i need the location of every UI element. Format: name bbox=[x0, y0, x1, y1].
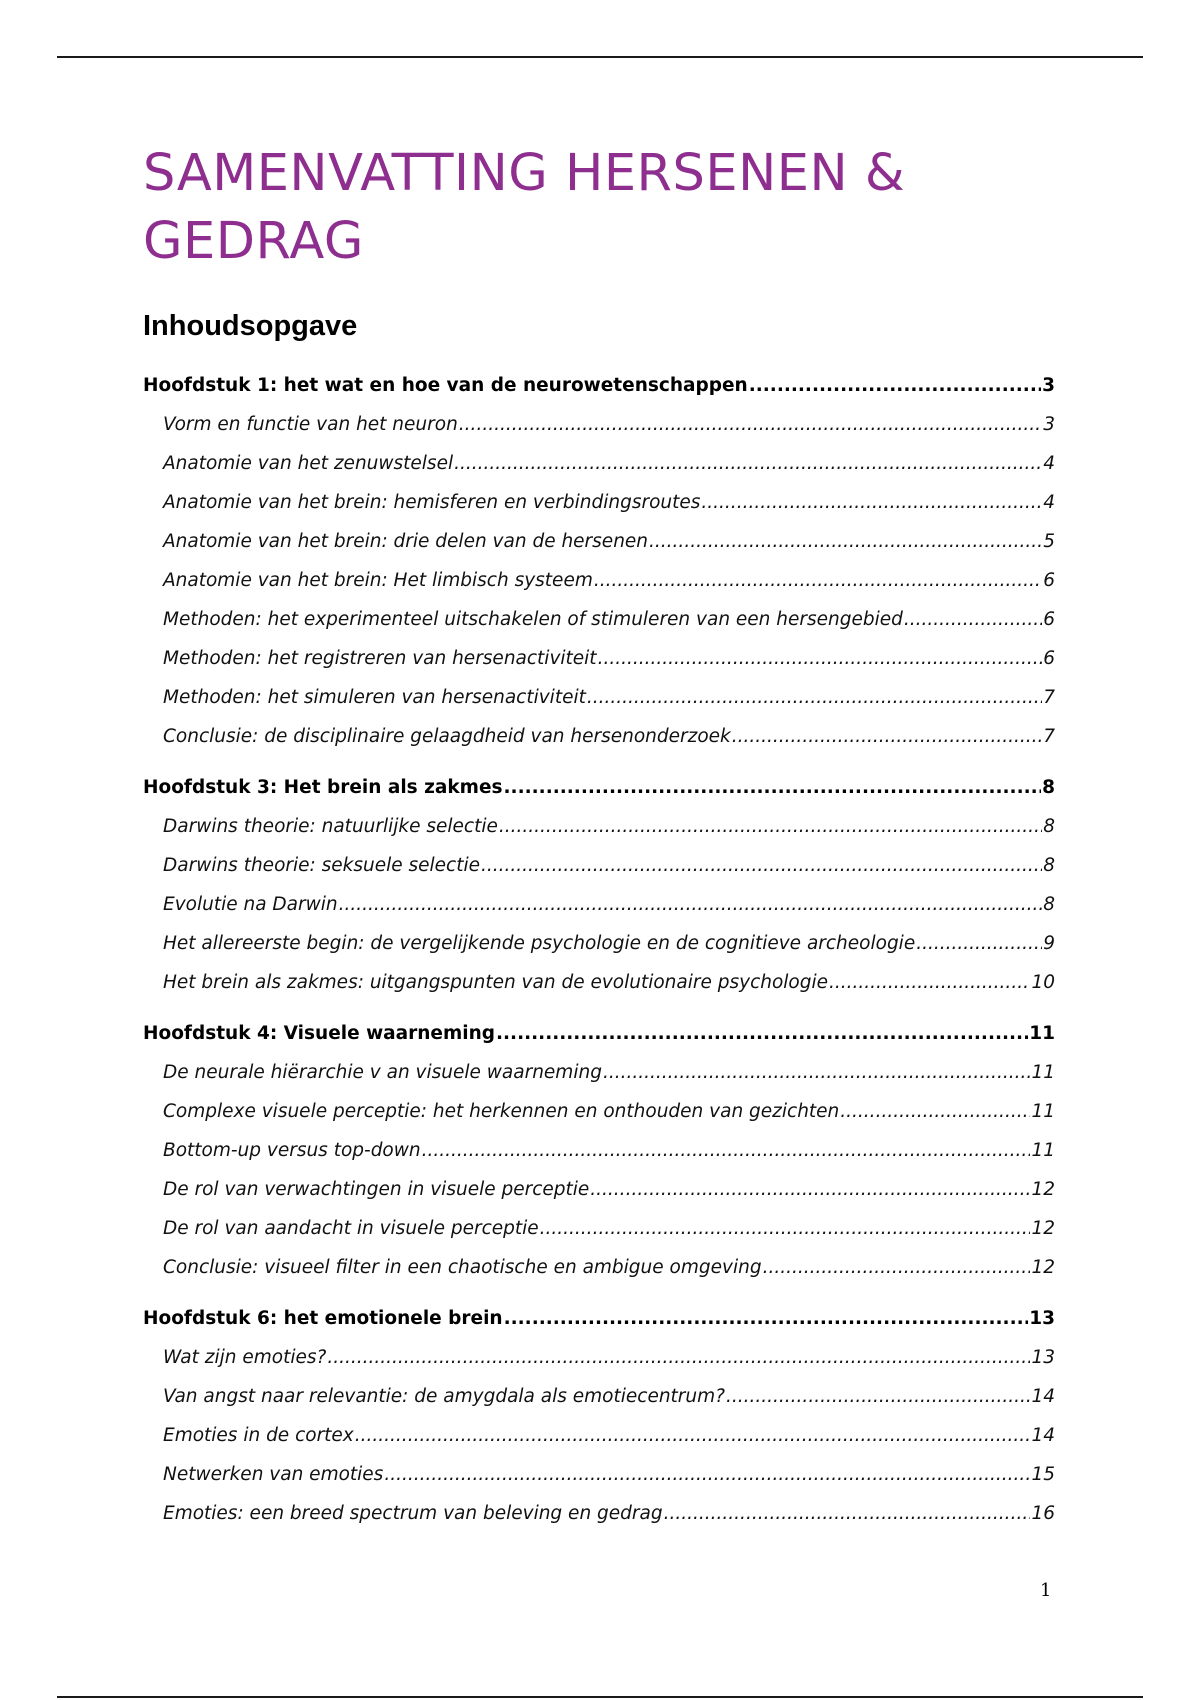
toc-dot-leader bbox=[916, 924, 1042, 963]
toc-entry-label: De rol van verwachtingen in visuele perceptie bbox=[163, 1179, 590, 1200]
toc-entry-page: 8 bbox=[1042, 777, 1055, 798]
toc-entry-label: Hoofdstuk 6: het emotionele brein bbox=[143, 1308, 503, 1329]
toc-entry-page: 16 bbox=[1031, 1503, 1055, 1524]
toc-dot-leader bbox=[355, 1416, 1031, 1455]
toc-entry-label: Van angst naar relevantie: de amygdala als emotiecentrum? bbox=[163, 1386, 725, 1407]
toc-dot-leader bbox=[496, 1014, 1028, 1053]
toc-section[interactable] bbox=[143, 924, 1055, 963]
toc-dot-leader bbox=[459, 405, 1042, 444]
toc-section[interactable] bbox=[143, 1377, 1055, 1416]
toc-entry-page: 15 bbox=[1031, 1464, 1055, 1485]
toc-dot-leader bbox=[649, 522, 1042, 561]
toc-section[interactable] bbox=[143, 717, 1055, 756]
toc-entry-label: Emoties in de cortex bbox=[163, 1425, 354, 1446]
toc-section[interactable] bbox=[143, 1092, 1055, 1131]
toc-dot-leader bbox=[384, 1455, 1030, 1494]
toc-entry-label: Netwerken van emoties bbox=[163, 1464, 384, 1485]
page-number: 1 bbox=[1040, 1580, 1052, 1601]
toc-section[interactable] bbox=[143, 1494, 1055, 1533]
toc-dot-leader bbox=[327, 1338, 1030, 1377]
toc-chapter-6[interactable] bbox=[143, 1299, 1055, 1338]
toc-entry-label: Emoties: een breed spectrum van beleving en gedrag bbox=[163, 1503, 663, 1524]
toc-chapter-4[interactable] bbox=[143, 1014, 1055, 1053]
toc-section[interactable] bbox=[143, 1053, 1055, 1092]
toc-dot-leader bbox=[504, 1299, 1029, 1338]
toc-section[interactable] bbox=[143, 561, 1055, 600]
toc-entry-page: 11 bbox=[1031, 1101, 1055, 1122]
toc-dot-leader bbox=[504, 768, 1042, 807]
toc-chapter-3[interactable] bbox=[143, 768, 1055, 807]
toc-dot-leader bbox=[904, 600, 1042, 639]
toc-entry-page: 14 bbox=[1031, 1425, 1055, 1446]
footer-rule bbox=[57, 1696, 1143, 1698]
toc-entry-page: 3 bbox=[1043, 414, 1055, 435]
toc-entry-label: Methoden: het simuleren van hersenactiviteit bbox=[163, 687, 586, 708]
toc-dot-leader bbox=[749, 366, 1041, 405]
toc-section[interactable] bbox=[143, 522, 1055, 561]
toc-entry-label: De rol van aandacht in visuele perceptie bbox=[163, 1218, 539, 1239]
toc-section[interactable] bbox=[143, 1170, 1055, 1209]
toc-entry-label: Methoden: het experimenteel uitschakelen of stimuleren van een hersengebied bbox=[163, 609, 903, 630]
toc-entry-page: 11 bbox=[1029, 1023, 1055, 1044]
toc-entry-label: Hoofdstuk 1: het wat en hoe van de neurowetenschappen bbox=[143, 375, 748, 396]
toc-entry-page: 12 bbox=[1031, 1218, 1055, 1239]
toc-section[interactable] bbox=[143, 1455, 1055, 1494]
toc-section[interactable] bbox=[143, 639, 1055, 678]
toc-entry-label: De neurale hiërarchie v an visuele waarneming bbox=[163, 1062, 602, 1083]
toc-entry-label: Conclusie: de disciplinaire gelaagdheid van hersenonderzoek bbox=[163, 726, 731, 747]
toc-entry-page: 12 bbox=[1031, 1257, 1055, 1278]
toc-entry-label: Wat zijn emoties? bbox=[163, 1347, 327, 1368]
toc-dot-leader bbox=[763, 1248, 1031, 1287]
toc-section[interactable] bbox=[143, 1416, 1055, 1455]
toc-entry-page: 8 bbox=[1043, 816, 1055, 837]
toc-section[interactable] bbox=[143, 405, 1055, 444]
toc-dot-leader bbox=[339, 885, 1043, 924]
toc-entry-label: Bottom-up versus top-down bbox=[163, 1140, 421, 1161]
toc-section[interactable] bbox=[143, 807, 1055, 846]
toc-entry-label: Darwins theorie: seksuele selectie bbox=[163, 855, 480, 876]
toc-dot-leader bbox=[454, 444, 1042, 483]
toc-section[interactable] bbox=[143, 1209, 1055, 1248]
toc-entry-label: Anatomie van het brein: drie delen van de hersenen bbox=[163, 531, 649, 552]
toc-entry-label: Hoofdstuk 3: Het brein als zakmes bbox=[143, 777, 503, 798]
toc-dot-leader bbox=[840, 1092, 1030, 1131]
toc-dot-leader bbox=[598, 639, 1043, 678]
toc-entry-page: 5 bbox=[1043, 531, 1055, 552]
toc-entry-label: Hoofdstuk 4: Visuele waarneming bbox=[143, 1023, 495, 1044]
toc-entry-page: 13 bbox=[1031, 1347, 1055, 1368]
toc-entry-page: 11 bbox=[1031, 1062, 1055, 1083]
toc-entry-page: 7 bbox=[1043, 687, 1055, 708]
toc-dot-leader bbox=[422, 1131, 1031, 1170]
toc-dot-leader bbox=[726, 1377, 1030, 1416]
toc-section[interactable] bbox=[143, 885, 1055, 924]
toc-dot-leader bbox=[587, 678, 1042, 717]
toc-entry-page: 7 bbox=[1043, 726, 1055, 747]
toc-entry-page: 6 bbox=[1043, 648, 1055, 669]
toc-dot-leader bbox=[590, 1170, 1030, 1209]
toc-dot-leader bbox=[594, 561, 1042, 600]
toc-dot-leader bbox=[664, 1494, 1031, 1533]
toc-entry-page: 8 bbox=[1043, 894, 1055, 915]
toc-entry-label: Conclusie: visueel filter in een chaotische en ambigue omgeving bbox=[163, 1257, 762, 1278]
toc-heading: Inhoudsopgave bbox=[143, 310, 358, 342]
toc-entry-label: Methoden: het registreren van hersenactiviteit bbox=[163, 648, 597, 669]
toc-entry-label: Het brein als zakmes: uitgangspunten van de evolutionaire psychologie bbox=[163, 972, 829, 993]
toc-dot-leader bbox=[481, 846, 1042, 885]
toc-entry-label: Anatomie van het zenuwstelsel bbox=[163, 453, 454, 474]
toc-dot-leader bbox=[499, 807, 1042, 846]
toc-section[interactable] bbox=[143, 846, 1055, 885]
toc-chapter-1[interactable] bbox=[143, 366, 1055, 405]
toc-entry-page: 3 bbox=[1042, 375, 1055, 396]
toc-entry-page: 4 bbox=[1043, 492, 1055, 513]
toc-section[interactable] bbox=[143, 1248, 1055, 1287]
document-title: SAMENVATTING HERSENEN & GEDRAG bbox=[143, 144, 906, 271]
toc-entry-page: 12 bbox=[1031, 1179, 1055, 1200]
toc-entry-page: 9 bbox=[1043, 933, 1055, 954]
toc-entry-label: Het allereerste begin: de vergelijkende psychologie en de cognitieve archeologie bbox=[163, 933, 916, 954]
toc-entry-label: Darwins theorie: natuurlijke selectie bbox=[163, 816, 498, 837]
toc-entry-page: 10 bbox=[1031, 972, 1055, 993]
toc-dot-leader bbox=[603, 1053, 1031, 1092]
toc-section[interactable] bbox=[143, 1338, 1055, 1377]
toc-entry-page: 6 bbox=[1043, 570, 1055, 591]
toc-section[interactable] bbox=[143, 600, 1055, 639]
toc-entry-label: Anatomie van het brein: hemisferen en verbindingsroutes bbox=[163, 492, 701, 513]
toc-entry-page: 6 bbox=[1043, 609, 1055, 630]
toc-entry-label: Vorm en functie van het neuron bbox=[163, 414, 458, 435]
toc-section[interactable] bbox=[143, 678, 1055, 717]
toc-entry-label: Evolutie na Darwin bbox=[163, 894, 338, 915]
toc-entry-page: 4 bbox=[1043, 453, 1055, 474]
toc-entry-page: 11 bbox=[1031, 1140, 1055, 1161]
toc-entry-label: Complexe visuele perceptie: het herkennen en onthouden van gezichten bbox=[163, 1101, 840, 1122]
toc-entry-page: 14 bbox=[1031, 1386, 1055, 1407]
toc-entry-label: Anatomie van het brein: Het limbisch systeem bbox=[163, 570, 593, 591]
toc-section[interactable] bbox=[143, 444, 1055, 483]
toc-dot-leader bbox=[701, 483, 1042, 522]
toc-dot-leader bbox=[732, 717, 1042, 756]
toc-dot-leader bbox=[829, 963, 1030, 1002]
toc-section[interactable] bbox=[143, 483, 1055, 522]
toc-entry-page: 13 bbox=[1029, 1308, 1055, 1329]
toc-entry-page: 8 bbox=[1043, 855, 1055, 876]
table-of-contents bbox=[143, 366, 1055, 1533]
toc-section[interactable] bbox=[143, 963, 1055, 1002]
toc-section[interactable] bbox=[143, 1131, 1055, 1170]
header-rule bbox=[57, 56, 1143, 58]
toc-dot-leader bbox=[540, 1209, 1031, 1248]
